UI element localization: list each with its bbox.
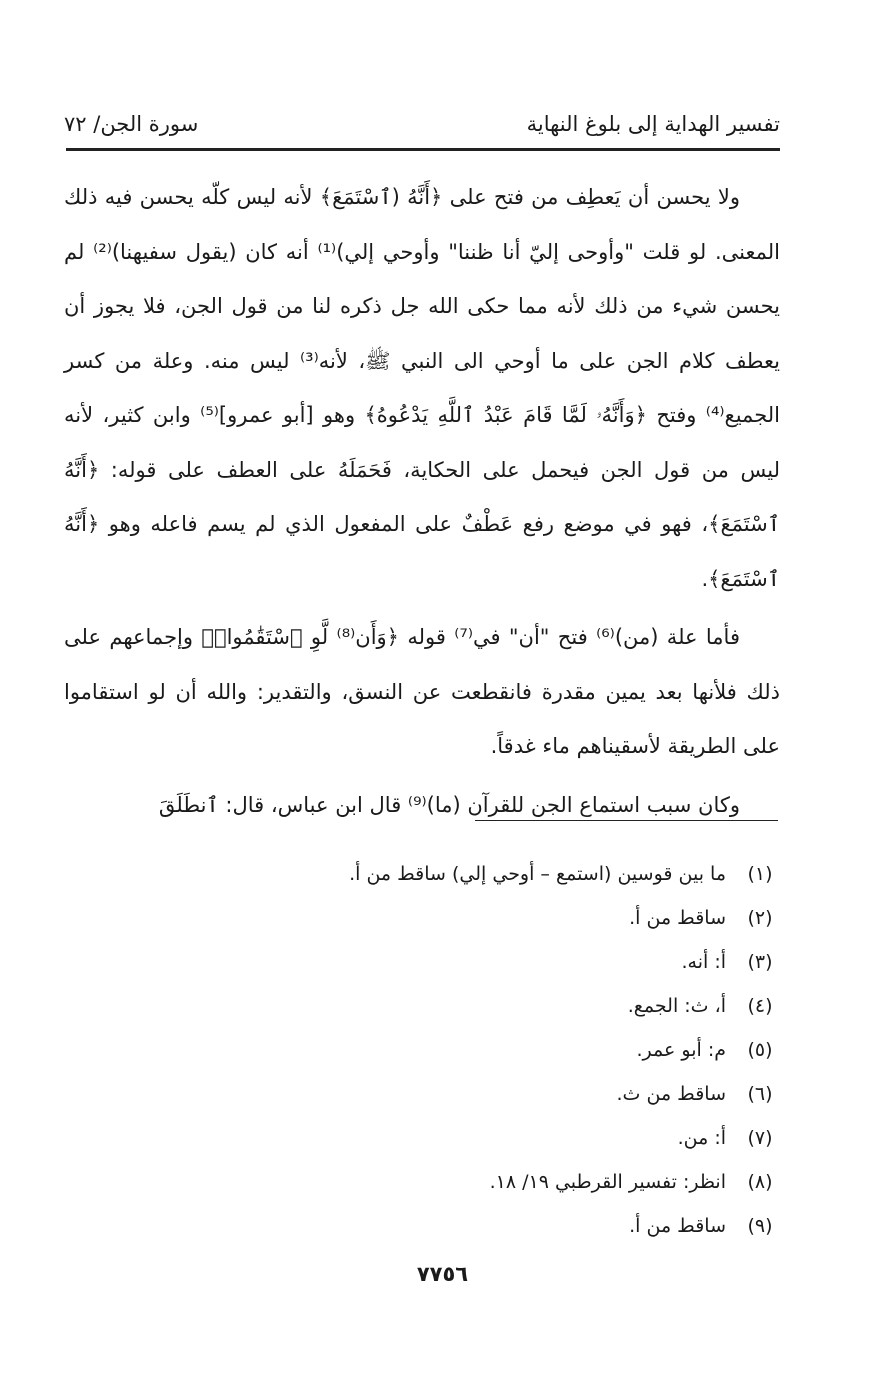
footnote-number: (١) xyxy=(747,863,773,885)
paragraph: وكان سبب استماع الجن للقرآن (ما)⁽⁹⁾ قال ابن عباس، قال: ٱنطَلَقَ xyxy=(158,792,740,817)
running-header xyxy=(64,104,780,144)
footnote-number: (٤) xyxy=(747,995,773,1017)
footnote-text: ساقط من أ. xyxy=(629,1215,726,1237)
footnote-item xyxy=(64,940,780,984)
footnote-number: (٨) xyxy=(747,1171,773,1193)
footnote-item xyxy=(64,1028,780,1072)
footnote-item xyxy=(64,852,780,896)
footnote-text: ساقط من ث. xyxy=(616,1083,726,1105)
footnote-item xyxy=(64,1204,780,1248)
header-divider xyxy=(66,148,780,151)
main-text xyxy=(64,170,780,836)
footnote-text: أ: أنه. xyxy=(681,951,726,973)
surah-label: سورة الجن/ ٧٢ xyxy=(64,112,199,136)
footnote-number: (٧) xyxy=(747,1127,773,1149)
footnote-item xyxy=(64,1160,780,1204)
footnote-item xyxy=(64,1072,780,1116)
footnote-item xyxy=(64,984,780,1028)
footnote-number: (٩) xyxy=(747,1215,773,1237)
footnote-number: (٢) xyxy=(747,907,773,929)
footnotes-list xyxy=(64,852,780,1248)
footnote-number: (٣) xyxy=(747,951,773,973)
footnote-text: م: أبو عمر. xyxy=(636,1039,726,1061)
footnote-text: ساقط من أ. xyxy=(629,907,726,929)
footnote-number: (٥) xyxy=(747,1039,773,1061)
footnote-number: (٦) xyxy=(747,1083,773,1105)
footnote-text: ما بين قوسين (استمع – أوحي إلي) ساقط من أ. xyxy=(349,863,726,885)
book-title: تفسير الهداية إلى بلوغ النهاية xyxy=(526,112,780,136)
paragraph: ولا يحسن أن يَعطِف من فتح على ﴿أَنَّهُ (ٱسْتَمَعَ﴾ لأنه ليس كلّه يحسن فيه ذلك المعنى. لو قلت "وأوحى إليّ أنا ظننا" وأوحي إلي)⁽¹⁾ أنه كان (يقول سفيهنا)⁽²⁾ لم يحسن شيء من ذلك لأنه مما حكى الله جل ذكره لنا من قول الجن، فلا يجوز أن يعطف كلام الجن على ما أوحي الى النبي ﷺ، لأنه⁽³⁾ ليس منه. وعلة من كسر الجميع⁽⁴⁾ وفتح ﴿وَأَنَّهُۥ لَمَّا قَامَ عَبْدُ ٱللَّهِ يَدْعُوهُ﴾ وهو [أبو عمرو]⁽⁵⁾ وابن كثير، لأنه ليس من قول الجن فيحمل على الحكاية، فَحَمَلَهُ على العطف على قوله: ﴿أَنَّهُ ٱسْتَمَعَ﴾، فهو في موضع رفع عَطْفٌ على المفعول الذي لم يسم فاعله وهو ﴿أَنَّهُ ٱسْتَمَعَ﴾. xyxy=(64,185,780,591)
footnote-text: أ، ث: الجمع. xyxy=(627,995,726,1017)
footnote-item xyxy=(64,1116,780,1160)
footnote-text: أ: من. xyxy=(677,1127,726,1149)
paragraph: فأما علة (من)⁽⁶⁾ فتح "أن" في⁽⁷⁾ قوله ﴿وَأَن⁽⁸⁾ لَّوِ ٱسْتَقَٰمُوا۟﴾ وإجماعهم على ذلك فلأنها بعد يمين مقدرة فانقطعت عن النسق، والتقدير: والله أن لو استقاموا على الطريقة لأسقيناهم ماء غدقاً. xyxy=(64,625,780,758)
footnote-divider xyxy=(475,820,778,821)
footnote-text: انظر: تفسير القرطبي ١٩/ ١٨. xyxy=(489,1171,726,1193)
page-number: ٧٧٥٦ xyxy=(416,1262,469,1286)
footnote-item xyxy=(64,896,780,940)
